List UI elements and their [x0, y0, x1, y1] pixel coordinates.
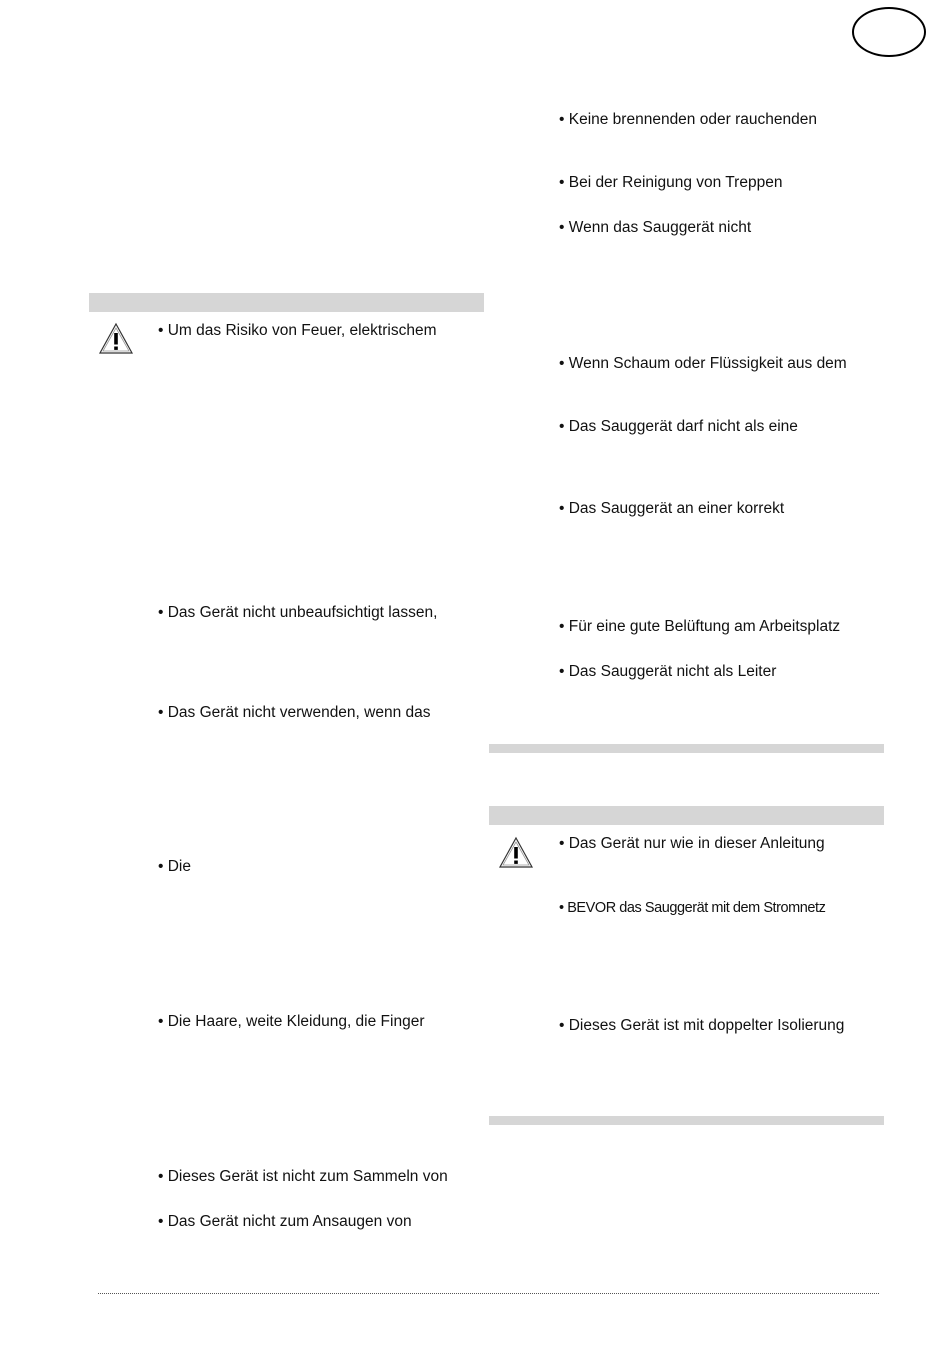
left-bullet-no-suction: • Das Gerät nicht zum Ansaugen von	[158, 1213, 412, 1230]
left-bullet-not-for-collecting: • Dieses Gerät ist nicht zum Sammeln von	[158, 1168, 448, 1185]
right-bullet-double-insulation: • Dieses Gerät ist mit doppelter Isolierung	[559, 1017, 845, 1034]
right-bullet-before-connecting: • BEVOR das Sauggerät mit dem Stromnetz	[559, 900, 826, 916]
right-bullet-not-working: • Wenn das Sauggerät nicht	[559, 219, 752, 236]
right-bullet-stairs: • Bei der Reinigung von Treppen	[559, 174, 783, 191]
language-badge	[852, 7, 926, 57]
left-bullet-die: • Die	[158, 858, 191, 875]
right-bullet-use-as-instructed: • Das Gerät nur wie in dieser Anleitung	[559, 835, 825, 852]
right-bullet-correct-outlet: • Das Sauggerät an einer korrekt	[559, 500, 785, 517]
warning-triangle-icon	[498, 835, 534, 869]
left-bullet-do-not-use: • Das Gerät nicht verwenden, wenn das	[158, 704, 431, 721]
section-divider-bar-bottom	[489, 1116, 884, 1125]
right-bullet-ventilation: • Für eine gute Belüftung am Arbeitsplatz	[559, 618, 841, 635]
right-bullet-not-as: • Das Sauggerät darf nicht als eine	[559, 418, 798, 435]
section-header-bar-safety	[89, 293, 484, 312]
section-header-bar-electrical	[489, 806, 884, 825]
left-bullet-unattended: • Das Gerät nicht unbeaufsichtigt lassen,	[158, 604, 438, 621]
right-bullet-not-ladder: • Das Sauggerät nicht als Leiter	[559, 663, 777, 680]
warning-triangle-icon	[98, 321, 134, 355]
right-bullet-foam-liquid: • Wenn Schaum oder Flüssigkeit aus dem	[559, 355, 847, 372]
left-bullet-hair-clothing: • Die Haare, weite Kleidung, die Finger	[158, 1013, 425, 1030]
left-bullet-fire-risk: • Um das Risiko von Feuer, elektrischem	[158, 322, 437, 339]
right-bullet-no-burning: • Keine brennenden oder rauchenden	[559, 111, 817, 128]
section-divider-bar	[489, 744, 884, 753]
footer-divider	[98, 1293, 879, 1294]
